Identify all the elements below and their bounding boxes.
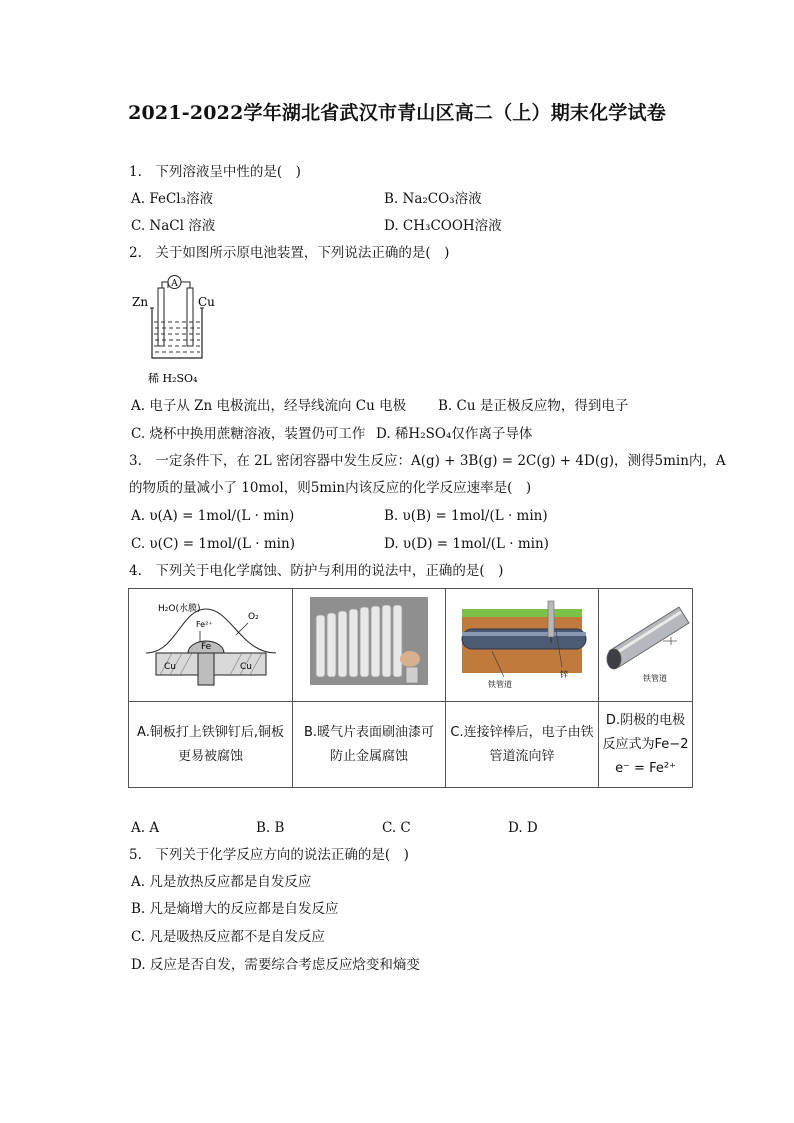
q4-options-table <box>128 588 693 788</box>
cu-label: Cu <box>198 295 215 309</box>
caption-b-line1: B.暖气片表面刷油漆可 <box>303 724 435 740</box>
q4-caption-d <box>599 702 693 788</box>
galvanic-cell-figure <box>128 270 228 390</box>
caption-a-line2: 更易被腐蚀 <box>177 748 243 764</box>
q4-figure-b-cell <box>293 589 446 702</box>
cu-right-label: Cu <box>239 661 252 672</box>
question-3-stem-line1: 3. 一定条件下，在 2L 密闭容器中发生反应：A(g) + 3B(g) = 2C(g) + 4D(g)，测得5min内，A <box>129 453 726 469</box>
q4-caption-a <box>129 702 293 788</box>
q4-figure-d-cell <box>599 589 693 702</box>
q4-caption-b <box>293 702 446 788</box>
paint-can <box>406 667 418 683</box>
q4-figure-c-cell <box>446 589 599 702</box>
q4-option-b: B. B <box>256 820 285 836</box>
caption-d-line1: D.阴极的电极 <box>605 712 686 728</box>
caption-a-line1: A.铜板打上铁铆钉后,铜板 <box>137 724 284 740</box>
q4-option-a: A. A <box>131 820 160 836</box>
ammeter-label: A <box>171 279 178 289</box>
question-2-stem: 2. 关于如图所示原电池装置，下列说法正确的是( ) <box>129 245 450 261</box>
q3-option-c: C. υ(C) = 1mol/(L · min) <box>131 536 295 552</box>
rivet-corrosion-figure <box>136 591 286 691</box>
caption-c-line1: C.连接锌棒后，电子由铁 <box>450 724 594 740</box>
copper-electrode <box>187 288 193 346</box>
caption-d-line2: 反应式为Fe−2 <box>602 736 689 752</box>
question-1-stem: 1. 下列溶液呈中性的是( ) <box>129 164 301 180</box>
q1-option-d: D. CH₃COOH溶液 <box>384 218 502 234</box>
q1-option-b: B. Na₂CO₃溶液 <box>384 191 482 207</box>
radiator-painting-photo <box>310 597 428 685</box>
q5-option-b: B. 凡是熵增大的反应都是自发反应 <box>131 901 339 917</box>
steel-pipe-label: 铁管道 <box>642 673 667 683</box>
q4-figure-a-cell <box>129 589 293 702</box>
q3-option-b: B. υ(B) = 1mol/(L · min) <box>384 508 548 524</box>
o2-label: O₂ <box>247 611 259 622</box>
zinc-label: 锌 <box>560 669 568 679</box>
zinc-rod <box>548 601 554 637</box>
zn-label: Zn <box>132 295 149 309</box>
zinc-electrode <box>158 288 164 346</box>
q3-option-a: A. υ(A) = 1mol/(L · min) <box>131 508 295 524</box>
water-film-label: H₂O(水膜) <box>157 603 200 614</box>
caption-b-line2: 防止金属腐蚀 <box>329 748 408 764</box>
q2-option-d: D. 稀H₂SO₄仅作离子导体 <box>376 426 533 442</box>
fe-label: Fe <box>200 641 211 652</box>
pipe-label: 铁管道 <box>488 679 512 689</box>
page-title: 2021-2022学年湖北省武汉市青山区高二（上）期末化学试卷 <box>128 102 666 124</box>
question-3-stem-line2: 的物质的量减小了 10mol，则5min内该反应的化学反应速率是( ) <box>129 480 532 496</box>
fe-ion-label: Fe²⁺ <box>195 619 213 629</box>
q2-option-c: C. 烧杯中换用蔗糖溶液，装置仍可工作 <box>131 426 366 442</box>
caption-d-line3: e⁻ = Fe²⁺ <box>615 760 676 776</box>
q4-option-d: D. D <box>508 820 538 836</box>
question-4-stem: 4. 下列关于电化学腐蚀、防护与利用的说法中，正确的是( ) <box>129 563 504 579</box>
q2-option-b: B. Cu 是正极反应物，得到电子 <box>438 398 629 414</box>
acid-label: 稀 H₂SO₄ <box>148 372 198 385</box>
steel-pipe-figure <box>601 591 691 691</box>
cu-left-label: Cu <box>163 661 176 672</box>
caption-c-line2: 管道流向锌 <box>489 748 555 764</box>
q4-option-c: C. C <box>382 820 411 836</box>
q5-option-c: C. 凡是吸热反应都不是自发反应 <box>131 929 325 945</box>
question-5-stem: 5. 下列关于化学反应方向的说法正确的是( ) <box>129 847 409 863</box>
q5-option-d: D. 反应是否自发，需要综合考虑反应焓变和熵变 <box>131 957 420 973</box>
pipe-zinc-figure <box>452 591 592 691</box>
q4-caption-c <box>446 702 599 788</box>
q1-option-c: C. NaCl 溶液 <box>131 218 216 234</box>
q5-option-a: A. 凡是放热反应都是自发反应 <box>131 874 312 890</box>
painting-hand <box>400 651 420 667</box>
q1-option-a: A. FeCl₃溶液 <box>131 191 214 207</box>
q2-option-a: A. 电子从 Zn 电极流出，经导线流向 Cu 电极 <box>131 398 407 414</box>
q3-option-d: D. υ(D) = 1mol/(L · min) <box>384 536 549 552</box>
